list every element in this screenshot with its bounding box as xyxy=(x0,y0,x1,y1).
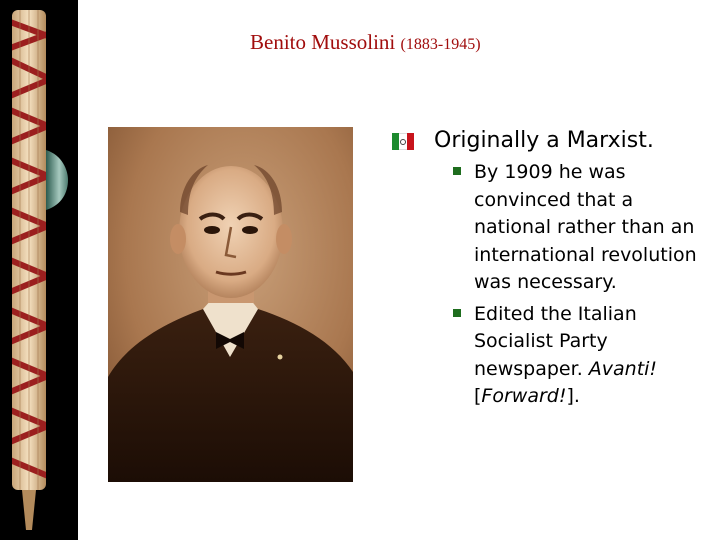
italian-flag-icon xyxy=(392,133,414,150)
sub-bullet-list xyxy=(392,159,712,411)
sub-bullet-text: By 1909 he was convinced that a national rather than an international revolution was necessary. xyxy=(474,161,697,293)
sub-bullet-item xyxy=(392,301,712,411)
green-square-icon xyxy=(453,309,461,317)
newspaper-translation: Forward! xyxy=(481,385,567,407)
sub-bullet-text: Edited the Italian Socialist Party newspaper. xyxy=(474,302,637,380)
content-area xyxy=(392,125,712,415)
bracket-close: ]. xyxy=(566,385,580,407)
newspaper-name: Avanti! xyxy=(588,357,658,380)
bullet-text: Originally a Marxist. xyxy=(434,128,654,153)
slide-title xyxy=(250,30,481,55)
bullet-item xyxy=(392,125,712,157)
fasces-icon xyxy=(0,0,78,540)
title-years: (1883-1945) xyxy=(400,36,481,53)
sub-bullet-item xyxy=(392,159,712,297)
green-square-icon xyxy=(453,167,461,175)
portrait-photo xyxy=(108,127,353,482)
bracket-open: [ xyxy=(474,385,482,407)
title-name: Benito Mussolini xyxy=(250,30,396,54)
